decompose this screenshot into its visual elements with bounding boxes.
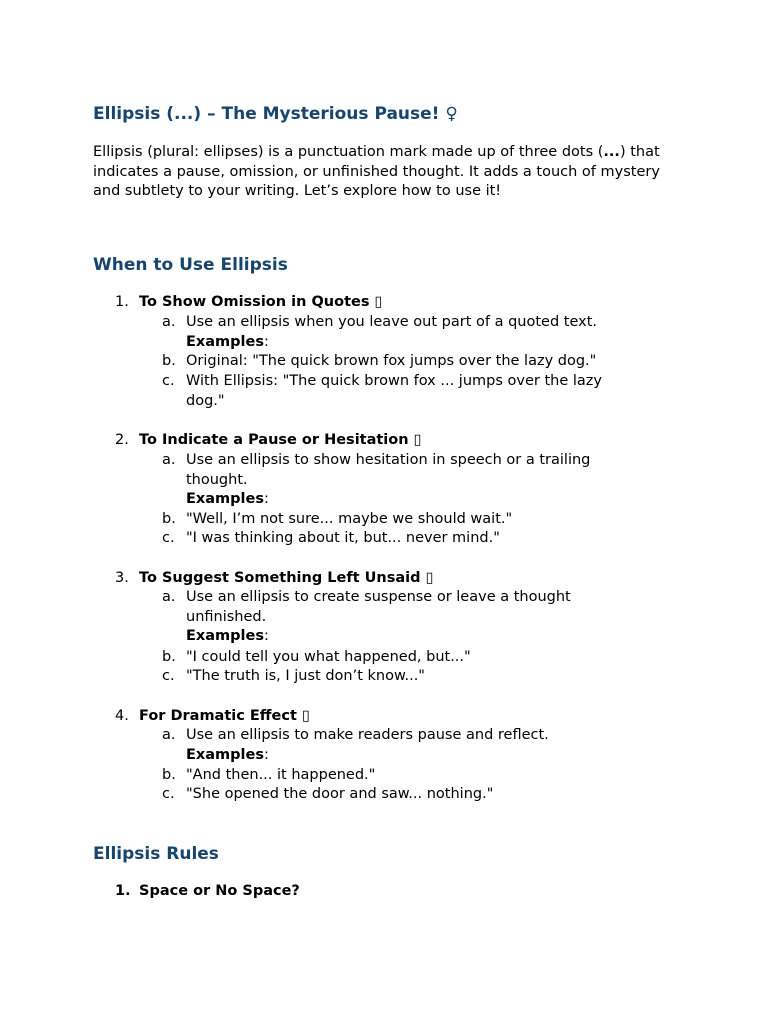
examples-label: Examples <box>186 491 264 508</box>
sub-letter: a. <box>162 314 176 330</box>
list-number: 3. <box>115 570 129 586</box>
document-title: Ellipsis (...) – The Mysterious Pause! ♀ <box>93 104 458 124</box>
section-heading-when-to-use: When to Use Ellipsis <box>93 255 288 275</box>
sub-letter: b. <box>162 649 176 665</box>
placeholder-icon: ▯ <box>301 708 310 724</box>
sub-text: "She opened the door and saw... nothing." <box>186 786 494 802</box>
sub-letter: c. <box>162 530 175 546</box>
list-item-heading: To Show Omission in Quotes ▯ <box>139 294 383 310</box>
sub-letter: c. <box>162 373 175 389</box>
list-item-heading: For Dramatic Effect ▯ <box>139 708 310 724</box>
sub-text: "I was thinking about it, but... never mind." <box>186 530 500 546</box>
sub-letter: a. <box>162 589 176 605</box>
sub-letter: c. <box>162 786 175 802</box>
sub-letter: c. <box>162 668 175 684</box>
placeholder-icon: ▯ <box>425 570 434 586</box>
sub-text: "The truth is, I just don’t know..." <box>186 668 425 684</box>
sub-text: "I could tell you what happened, but..." <box>186 649 471 665</box>
sub-text: "Well, I’m not sure... maybe we should wait." <box>186 511 513 527</box>
rule-heading: Space or No Space? <box>139 883 300 899</box>
intro-text-after: ) that indicates a pause, omission, or unfinished thought. It adds a touch of mystery and subtlety to your writing. Let’s explore how to use it! <box>93 144 660 200</box>
examples-label: Examples <box>186 333 264 350</box>
list-number: 1. <box>115 883 131 899</box>
examples-label: Examples <box>186 746 264 763</box>
list-number: 2. <box>115 432 129 448</box>
sub-text: Use an ellipsis to make readers pause and reflect. Examples: <box>186 727 549 763</box>
section-heading-ellipsis-rules: Ellipsis Rules <box>93 844 219 864</box>
intro-paragraph <box>93 143 683 202</box>
sub-text: Use an ellipsis to show hesitation in speech or a trailing thought. Examples: <box>186 452 591 508</box>
placeholder-icon: ▯ <box>374 294 383 310</box>
sub-text: Use an ellipsis when you leave out part of a quoted text. Examples: <box>186 314 597 350</box>
sub-text: With Ellipsis: "The quick brown fox ... jumps over the lazy dog." <box>186 373 602 409</box>
intro-dots: ... <box>603 144 620 160</box>
sub-letter: b. <box>162 353 176 369</box>
sub-text: Original: "The quick brown fox jumps over the lazy dog." <box>186 353 597 369</box>
list-item-heading: To Suggest Something Left Unsaid ▯ <box>139 570 434 586</box>
sub-text: Use an ellipsis to create suspense or leave a thought unfinished. Examples: <box>186 589 571 645</box>
sub-letter: b. <box>162 511 176 527</box>
intro-text-before: Ellipsis (plural: ellipses) is a punctuation mark made up of three dots ( <box>93 144 604 160</box>
sub-letter: a. <box>162 452 176 468</box>
examples-label: Examples <box>186 628 264 645</box>
sub-text: "And then... it happened." <box>186 767 376 783</box>
list-number: 4. <box>115 708 129 724</box>
placeholder-icon: ▯ <box>413 432 422 448</box>
list-number: 1. <box>115 294 129 310</box>
list-item-heading: To Indicate a Pause or Hesitation ▯ <box>139 432 422 448</box>
sub-letter: a. <box>162 727 176 743</box>
sub-letter: b. <box>162 767 176 783</box>
